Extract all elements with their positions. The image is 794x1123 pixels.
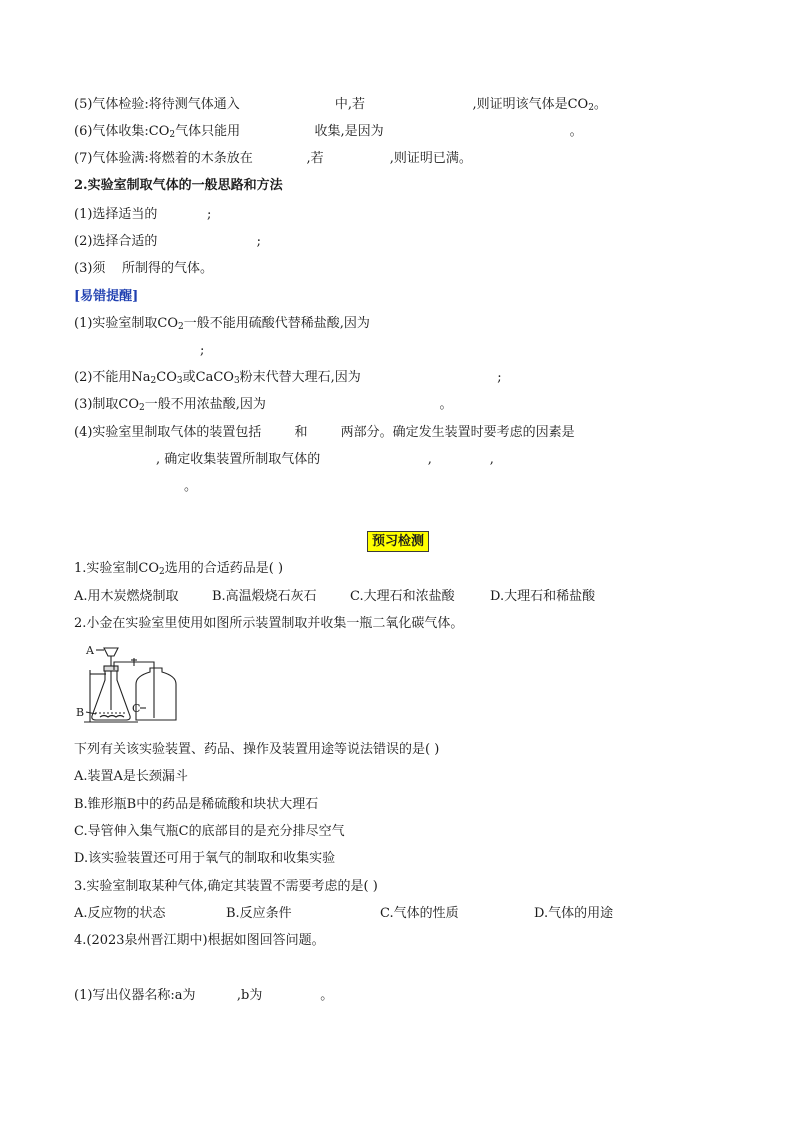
- hint-item-2: (2)不能用$Na_2CO_3$或CaCO$_3$粉末代替大理石,因为 ;: [74, 370, 502, 386]
- question-2-stem: 2.小金在实验室里使用如图所示装置制取并收集一瓶二氧化碳气体。: [74, 616, 464, 631]
- question-1-stem: 1.实验室制$CO_2$选用的合适药品是( ): [74, 561, 284, 577]
- section-2-item-2: (2)选择合适的 ;: [74, 234, 261, 249]
- diagram-label-c: C: [132, 702, 141, 715]
- question-1-option-d: D.大理石和稀盐酸: [490, 589, 596, 604]
- section-2-title: 2.实验室制取气体的一般思路和方法: [74, 178, 283, 193]
- hint-item-4-end: 。: [184, 479, 198, 494]
- question-1-option-c: C.大理石和浓盐酸: [350, 589, 455, 604]
- hint-item-3: (3)制取$CO_2$一般不用浓盐酸,因为 。: [74, 397, 453, 413]
- question-3-option-a: A.反应物的状态: [74, 906, 166, 921]
- item-7-gas-full: (7)气体验满:将燃着的木条放在 ,若 ,则证明已满。: [74, 151, 472, 166]
- question-3-option-d: D.气体的用途: [534, 906, 614, 921]
- section-2-item-1: (1)选择适当的 ;: [74, 207, 212, 222]
- question-1-option-b: B.高温煅烧石灰石: [212, 589, 317, 604]
- co2-apparatus-diagram: [74, 640, 192, 726]
- question-3-stem: 3.实验室制取某种气体,确定其装置不需要考虑的是( ): [74, 879, 378, 894]
- hint-item-1: (1)实验室制取$CO_2$一般不能用硫酸代替稀盐酸,因为: [74, 316, 370, 332]
- question-2-question: 下列有关该实验装置、药品、操作及装置用途等说法错误的是( ): [74, 742, 440, 757]
- hint-item-4-line-2: , 确定收集装置所制取气体的 , ,: [156, 452, 494, 467]
- section-2-item-3: (3)须 所制得的气体。: [74, 261, 213, 276]
- hint-item-1-end: ;: [200, 343, 205, 358]
- item-6-gas-collect: (6)气体收集$:CO_2$气体只能用 收集,是因为 。: [74, 124, 583, 140]
- question-2-option-d: D.该实验装置还可用于氧气的制取和收集实验: [74, 851, 336, 866]
- diagram-label-a: A: [86, 644, 94, 657]
- question-1-option-a: A.用木炭燃烧制取: [74, 589, 179, 604]
- diagram-label-b: B: [76, 706, 85, 719]
- hint-label: [易错提醒]: [74, 289, 139, 304]
- preview-title: 预习检测: [367, 531, 429, 552]
- question-2-option-a: A.装置A是长颈漏斗: [74, 769, 188, 784]
- question-4-sub-1: (1)写出仪器名称:a为 ,b为 。: [74, 988, 334, 1003]
- question-2-option-b: B.锥形瓶B中的药品是稀硫酸和块状大理石: [74, 797, 319, 812]
- question-2-option-c: C.导管伸入集气瓶C的底部目的是充分排尽空气: [74, 824, 345, 839]
- question-3-option-b: B.反应条件: [226, 906, 292, 921]
- question-4-stem: 4.(2023泉州晋江期中)根据如图回答问题。: [74, 933, 325, 948]
- question-3-option-c: C.气体的性质: [380, 906, 459, 921]
- hint-item-4: (4)实验室里制取气体的装置包括 和 两部分。确定发生装置时要考虑的因素是: [74, 425, 575, 440]
- item-5-gas-test: (5)气体检验:将待测气体通入 中,若 ,则证明该气体是$CO_2$。: [74, 97, 607, 113]
